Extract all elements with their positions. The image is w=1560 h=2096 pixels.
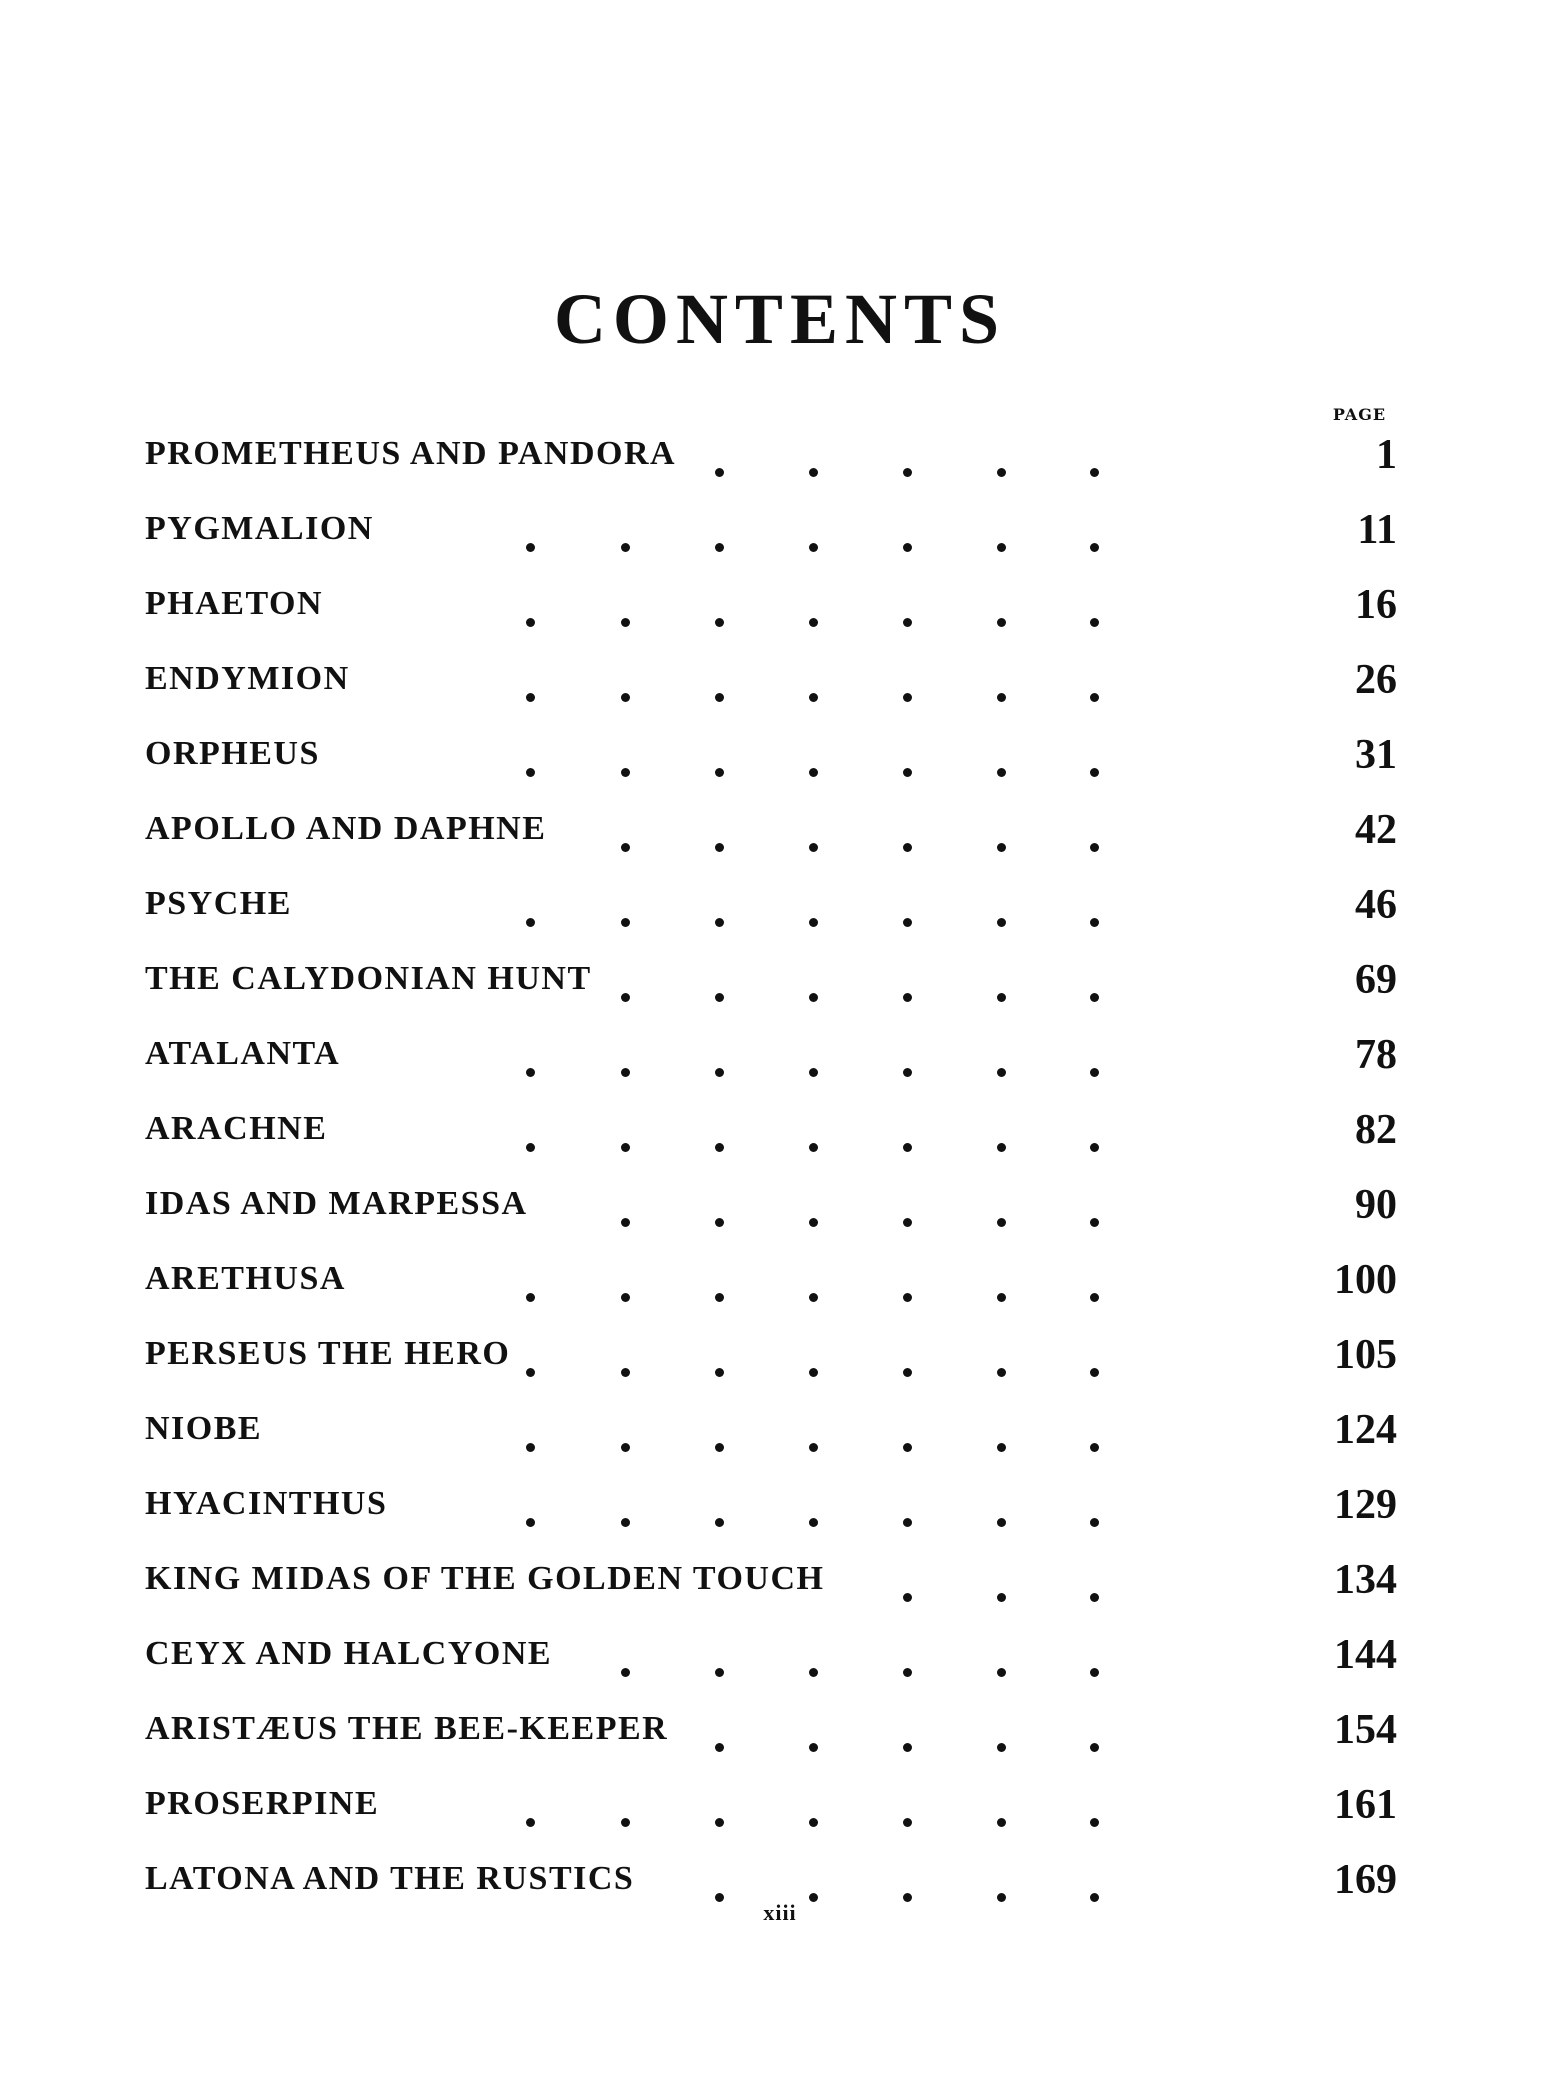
dot-leader [715, 1293, 724, 1302]
dot-leader [621, 693, 630, 702]
entry-page-number: 144 [1334, 1632, 1397, 1678]
entry-title: NIOBE [145, 1410, 263, 1447]
contents-entry [145, 573, 1397, 648]
dot-leader [903, 543, 912, 552]
dot-leader [526, 1443, 535, 1452]
entry-title: PROMETHEUS AND PANDORA [145, 435, 677, 472]
dot-leader [809, 1368, 818, 1377]
contents-entry [145, 1323, 1397, 1398]
dot-leader [997, 1443, 1006, 1452]
dot-leader [903, 1218, 912, 1227]
dot-leader [1090, 1668, 1099, 1677]
dot-leader [997, 1293, 1006, 1302]
dot-leader [1090, 1218, 1099, 1227]
entry-page-number: 16 [1355, 582, 1397, 628]
dot-leader [526, 1518, 535, 1527]
dot-leader [903, 768, 912, 777]
entry-page-number: 161 [1334, 1782, 1397, 1828]
dot-leader [997, 543, 1006, 552]
dot-leader [809, 918, 818, 927]
dot-leader [903, 468, 912, 477]
contents-entry [145, 723, 1397, 798]
dot-leader [809, 543, 818, 552]
contents-entry [145, 1023, 1397, 1098]
dot-leader [715, 1668, 724, 1677]
dot-leader [809, 1443, 818, 1452]
entry-title: ENDYMION [145, 660, 350, 697]
contents-entry [145, 1698, 1397, 1773]
dot-leader [903, 618, 912, 627]
dot-leader [903, 1518, 912, 1527]
dot-leader [809, 618, 818, 627]
contents-entry [145, 1098, 1397, 1173]
dot-leader [526, 1068, 535, 1077]
dot-leader [1090, 1068, 1099, 1077]
contents-entry [145, 1248, 1397, 1323]
entry-title: ATALANTA [145, 1035, 341, 1072]
dot-leader [621, 1443, 630, 1452]
dot-leader [621, 1218, 630, 1227]
entry-title: ORPHEUS [145, 735, 320, 772]
contents-entry [145, 1773, 1397, 1848]
dot-leader [621, 1143, 630, 1152]
dot-leader [1090, 918, 1099, 927]
dot-leader [621, 1293, 630, 1302]
entry-page-number: 82 [1355, 1107, 1397, 1153]
dot-leader [526, 918, 535, 927]
entry-title: PYGMALION [145, 510, 374, 547]
entry-title: PHAETON [145, 585, 324, 622]
dot-leader [809, 1218, 818, 1227]
dot-leader [621, 543, 630, 552]
entry-page-number: 124 [1334, 1407, 1397, 1453]
dot-leader [809, 1518, 818, 1527]
dot-leader [903, 1293, 912, 1302]
entry-page-number: 1 [1376, 432, 1397, 478]
dot-leader [809, 1293, 818, 1302]
dot-leader [997, 1743, 1006, 1752]
dot-leader [997, 843, 1006, 852]
dot-leader [621, 1818, 630, 1827]
contents-entry [145, 798, 1397, 873]
entry-title: HYACINTHUS [145, 1485, 388, 1522]
dot-leader [997, 918, 1006, 927]
dot-leader [621, 618, 630, 627]
dot-leader [1090, 1443, 1099, 1452]
dot-leader [715, 768, 724, 777]
dot-leader [526, 768, 535, 777]
dot-leader [997, 1218, 1006, 1227]
dot-leader [1090, 843, 1099, 852]
dot-leader [621, 1368, 630, 1377]
dot-leader [526, 1818, 535, 1827]
entry-page-number: 42 [1355, 807, 1397, 853]
dot-leader [809, 993, 818, 1002]
dot-leader [903, 1068, 912, 1077]
entry-title: THE CALYDONIAN HUNT [145, 960, 592, 997]
dot-leader [903, 1593, 912, 1602]
contents-entry [145, 1173, 1397, 1248]
dot-leader [715, 993, 724, 1002]
entry-page-number: 46 [1355, 882, 1397, 928]
dot-leader [1090, 1293, 1099, 1302]
dot-leader [1090, 1743, 1099, 1752]
page-column-label: PAGE [1332, 405, 1387, 424]
dot-leader [1090, 768, 1099, 777]
dot-leader [809, 1668, 818, 1677]
dot-leader [621, 993, 630, 1002]
dot-leader [997, 1518, 1006, 1527]
dot-leader [526, 1143, 535, 1152]
dot-leader [903, 1743, 912, 1752]
dot-leader [621, 918, 630, 927]
dot-leader [903, 918, 912, 927]
dot-leader [903, 1668, 912, 1677]
entry-title: ARETHUSA [145, 1260, 346, 1297]
entry-title: APOLLO AND DAPHNE [145, 810, 547, 847]
contents-entry [145, 948, 1397, 1023]
dot-leader [903, 1368, 912, 1377]
dot-leader [715, 693, 724, 702]
dot-leader [715, 843, 724, 852]
dot-leader [997, 768, 1006, 777]
entry-title: ARISTÆUS THE BEE-KEEPER [145, 1710, 669, 1747]
dot-leader [715, 918, 724, 927]
contents-entry [145, 498, 1397, 573]
dot-leader [903, 693, 912, 702]
dot-leader [715, 543, 724, 552]
dot-leader [715, 1368, 724, 1377]
dot-leader [997, 1368, 1006, 1377]
dot-leader [715, 1218, 724, 1227]
entry-page-number: 134 [1334, 1557, 1397, 1603]
dot-leader [715, 1443, 724, 1452]
entry-page-number: 154 [1334, 1707, 1397, 1753]
dot-leader [715, 1743, 724, 1752]
dot-leader [1090, 618, 1099, 627]
entry-page-number: 78 [1355, 1032, 1397, 1078]
dot-leader [809, 1743, 818, 1752]
entry-page-number: 129 [1334, 1482, 1397, 1528]
entry-page-number: 169 [1334, 1857, 1397, 1903]
dot-leader [903, 1443, 912, 1452]
page-title: CONTENTS [553, 279, 1007, 359]
contents-list [145, 423, 1397, 1923]
dot-leader [526, 543, 535, 552]
dot-leader [809, 693, 818, 702]
dot-leader [903, 1143, 912, 1152]
contents-entry [145, 1623, 1397, 1698]
contents-entry [145, 873, 1397, 948]
dot-leader [621, 843, 630, 852]
dot-leader [715, 1518, 724, 1527]
entry-title: KING MIDAS OF THE GOLDEN TOUCH [145, 1560, 825, 1597]
entry-page-number: 31 [1355, 732, 1397, 778]
dot-leader [1090, 543, 1099, 552]
dot-leader [715, 468, 724, 477]
contents-entry [145, 423, 1397, 498]
dot-leader [526, 1293, 535, 1302]
dot-leader [715, 618, 724, 627]
dot-leader [809, 1818, 818, 1827]
entry-title: ARACHNE [145, 1110, 328, 1147]
dot-leader [621, 1518, 630, 1527]
dot-leader [997, 1668, 1006, 1677]
dot-leader [1090, 1593, 1099, 1602]
dot-leader [809, 468, 818, 477]
entry-title: CEYX AND HALCYONE [145, 1635, 553, 1672]
dot-leader [1090, 468, 1099, 477]
entry-title: LATONA AND THE RUSTICS [145, 1860, 635, 1897]
dot-leader [1090, 1368, 1099, 1377]
entry-page-number: 26 [1355, 657, 1397, 703]
dot-leader [903, 993, 912, 1002]
dot-leader [1090, 1518, 1099, 1527]
dot-leader [526, 618, 535, 627]
dot-leader [903, 843, 912, 852]
entry-page-number: 11 [1357, 507, 1397, 553]
dot-leader [997, 1143, 1006, 1152]
dot-leader [1090, 993, 1099, 1002]
dot-leader [809, 1068, 818, 1077]
dot-leader [903, 1818, 912, 1827]
entry-page-number: 90 [1355, 1182, 1397, 1228]
dot-leader [809, 1143, 818, 1152]
dot-leader [809, 843, 818, 852]
contents-entry [145, 1398, 1397, 1473]
dot-leader [997, 1068, 1006, 1077]
contents-entry [145, 1548, 1397, 1623]
dot-leader [1090, 1143, 1099, 1152]
dot-leader [715, 1143, 724, 1152]
entry-page-number: 105 [1334, 1332, 1397, 1378]
entry-title: PSYCHE [145, 885, 292, 922]
contents-entry [145, 1473, 1397, 1548]
dot-leader [621, 1068, 630, 1077]
dot-leader [715, 1818, 724, 1827]
entry-title: PROSERPINE [145, 1785, 380, 1822]
entry-page-number: 69 [1355, 957, 1397, 1003]
dot-leader [997, 993, 1006, 1002]
entry-title: IDAS AND MARPESSA [145, 1185, 528, 1222]
contents-entry [145, 648, 1397, 723]
dot-leader [997, 693, 1006, 702]
dot-leader [809, 768, 818, 777]
dot-leader [997, 1818, 1006, 1827]
entry-title: PERSEUS THE HERO [145, 1335, 511, 1372]
entry-page-number: 100 [1334, 1257, 1397, 1303]
page-number: xiii [763, 1900, 797, 1925]
dot-leader [715, 1068, 724, 1077]
dot-leader [997, 618, 1006, 627]
dot-leader [1090, 693, 1099, 702]
dot-leader [997, 468, 1006, 477]
dot-leader [997, 1593, 1006, 1602]
dot-leader [621, 1668, 630, 1677]
dot-leader [526, 1368, 535, 1377]
dot-leader [1090, 1818, 1099, 1827]
dot-leader [621, 768, 630, 777]
dot-leader [526, 693, 535, 702]
